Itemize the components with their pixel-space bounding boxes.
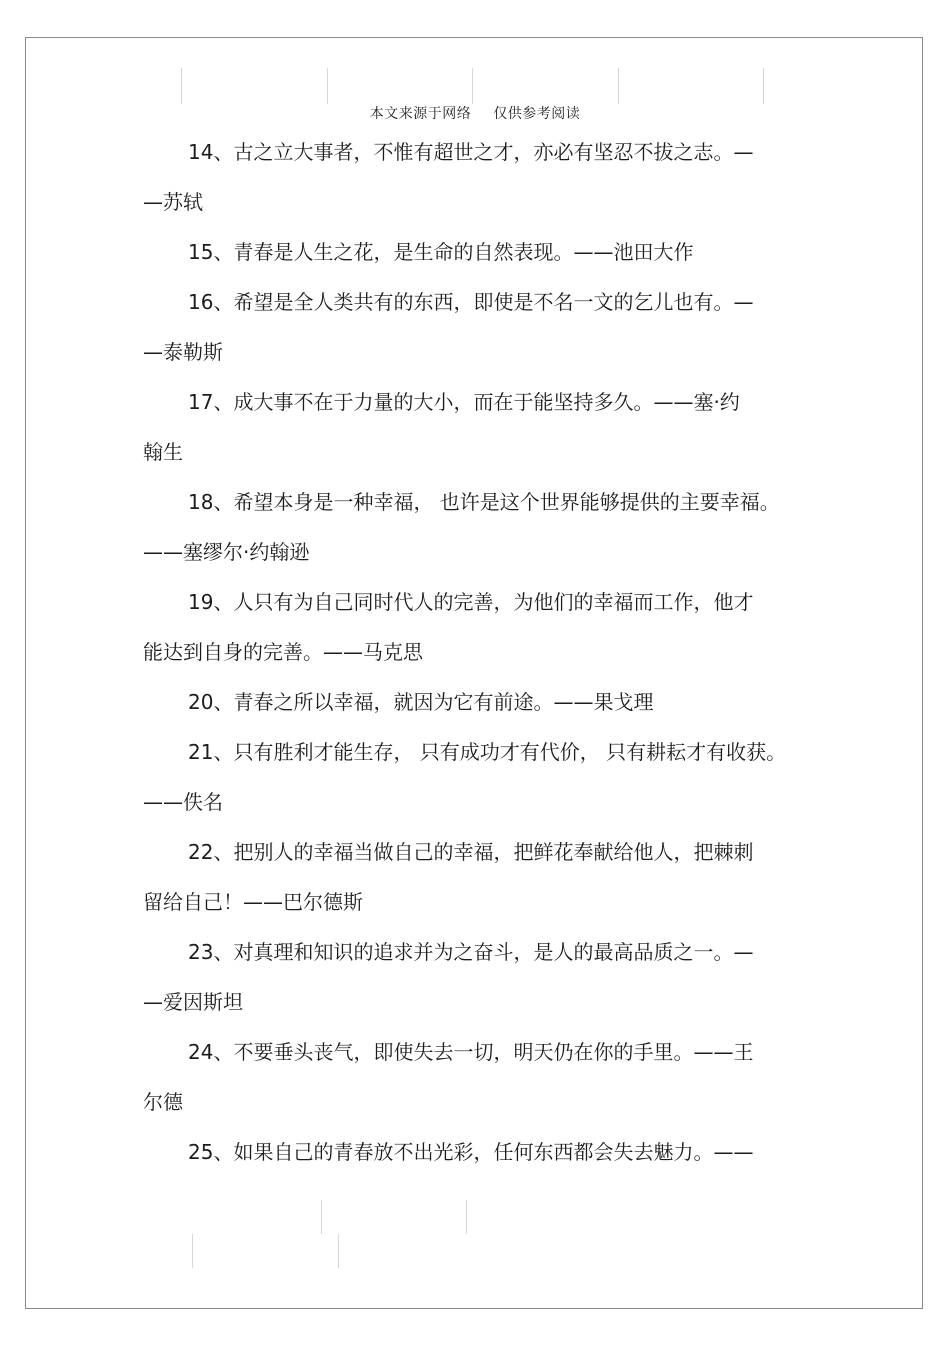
quote-line: 翰生: [143, 440, 183, 464]
top-divider-1: [181, 68, 182, 104]
source-note: [0, 103, 950, 123]
top-divider-2: [327, 68, 328, 104]
quote-line: 20、青春之所以幸福，就因为它有前途。——果戈理: [188, 690, 654, 714]
quote-line: 尔德: [143, 1090, 183, 1114]
bottom-divider-1: [321, 1200, 322, 1234]
page-border: [25, 37, 923, 1309]
quote-line: —苏轼: [143, 190, 203, 214]
quote-line: 21、只有胜利才能生存， 只有成功才有代价， 只有耕耘才有收获。: [188, 740, 787, 764]
quote-line: 24、不要垂头丧气，即使失去一切，明天仍在你的手里。——王: [188, 1040, 754, 1064]
quote-line: 23、对真理和知识的追求并为之奋斗，是人的最高品质之一。—: [188, 940, 754, 964]
source-note-left: 本文来源于网络: [369, 106, 472, 122]
quote-line: 18、希望本身是一种幸福， 也许是这个世界能够提供的主要幸福。: [188, 490, 780, 514]
bottom-divider-2: [466, 1200, 467, 1234]
source-note-right: 仅供参考阅读: [493, 106, 581, 122]
quote-line: 15、青春是人生之花，是生命的自然表现。——池田大作: [188, 240, 694, 264]
quote-line: 留给自己！——巴尔德斯: [143, 890, 363, 914]
quote-line: —爱因斯坦: [143, 990, 243, 1014]
quote-line: 16、希望是全人类共有的东西，即使是不名一文的乞儿也有。—: [188, 290, 754, 314]
quote-line: 19、人只有为自己同时代人的完善，为他们的幸福而工作，他才: [188, 590, 754, 614]
quote-line: 能达到自身的完善。——马克思: [143, 640, 423, 664]
bottom-divider-4: [338, 1234, 339, 1268]
quote-line: 22、把别人的幸福当做自己的幸福，把鲜花奉献给他人，把棘刺: [188, 840, 754, 864]
quote-line: —泰勒斯: [143, 340, 223, 364]
quote-line: 25、如果自己的青春放不出光彩，任何东西都会失去魅力。——: [188, 1140, 754, 1164]
bottom-divider-3: [192, 1234, 193, 1268]
quote-line: 14、古之立大事者，不惟有超世之才，亦必有坚忍不拔之志。—: [188, 140, 754, 164]
quote-line: ——塞缪尔·约翰逊: [143, 540, 310, 564]
quote-line: ——佚名: [143, 790, 223, 814]
top-divider-3: [472, 68, 473, 104]
quote-line: 17、成大事不在于力量的大小，而在于能坚持多久。——塞·约: [188, 390, 740, 414]
top-divider-4: [618, 68, 619, 104]
top-divider-5: [763, 68, 764, 104]
